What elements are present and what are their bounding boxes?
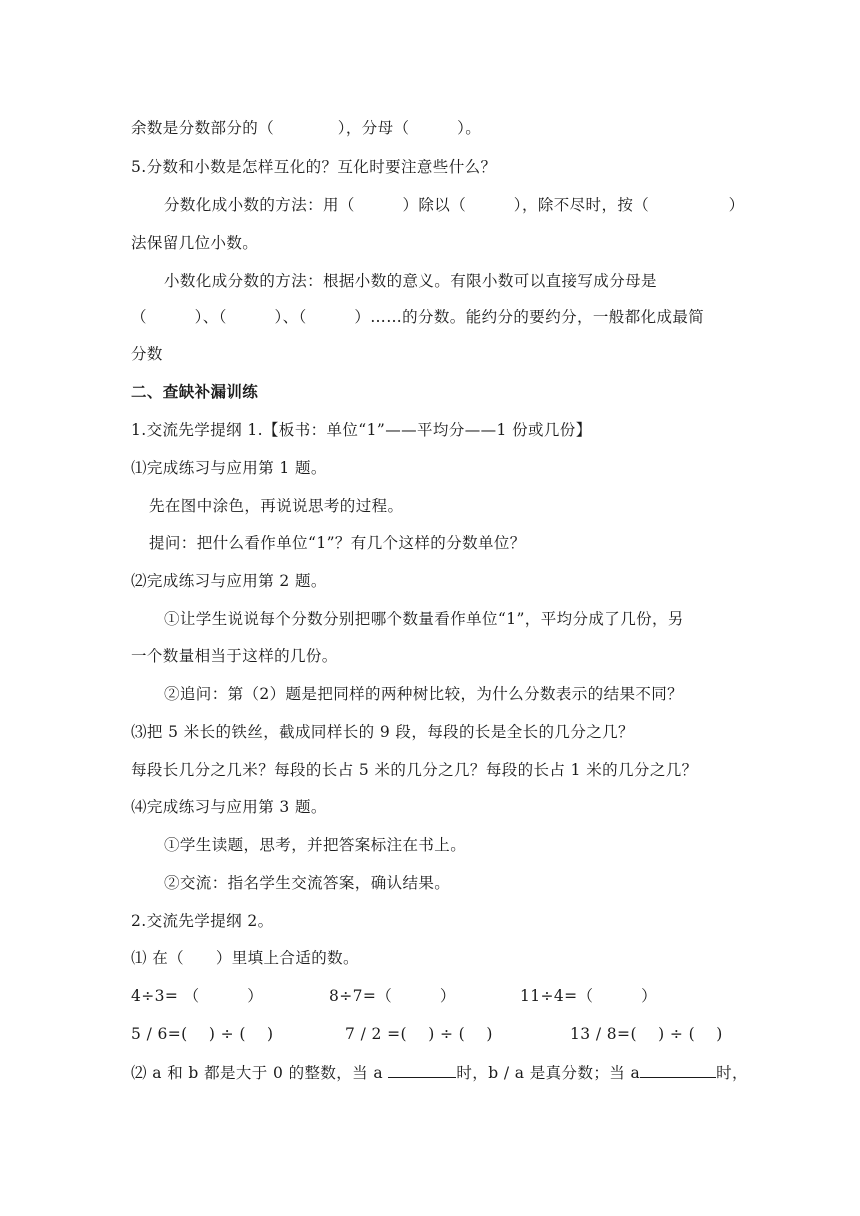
text-line: ②交流：指名学生交流答案，确认结果。: [164, 874, 451, 892]
text-line: ①学生读题，思考，并把答案标注在书上。: [164, 836, 467, 854]
text-line: 余数是分数部分的（ ），分母（ ）。: [131, 119, 482, 137]
section-heading: 二、查缺补漏训练: [131, 383, 259, 401]
question-5: 5.分数和小数是怎样互化的？互化时要注意些什么？: [131, 158, 497, 176]
text-line: ⑴ 在（ ）里填上合适的数。: [131, 949, 359, 967]
text-line: [131, 1062, 748, 1083]
text-line: ②追问：第（2）题是把同样的两种树比较，为什么分数表示的结果不同？: [164, 685, 684, 703]
text-line: 提问：把什么看作单位“1”？有几个这样的分数单位？: [149, 534, 526, 552]
text-part: 时，: [716, 1064, 748, 1082]
text-line: ①让学生说说每个分数分别把哪个数量看作单位“1”，平均分成了几份，另: [164, 610, 684, 628]
text-part: ⑵ a 和 b 都是大于 0 的整数，当 a: [131, 1064, 384, 1082]
text-line: 每段长几分之几米？每段的长占 5 米的几分之几？每段的长占 1 米的几分之几？: [131, 761, 698, 779]
text-line: 法保留几位小数。: [131, 234, 259, 252]
text-line: ⑷完成练习与应用第 3 题。: [131, 798, 327, 816]
division-item: 4÷3= （ ）: [131, 987, 264, 1005]
text-line: ⑴完成练习与应用第 1 题。: [131, 459, 327, 477]
fraction-item: 13 / 8=( ) ÷ ( ): [570, 1025, 723, 1043]
division-item: 8÷7=（ ）: [329, 987, 456, 1005]
text-line: 2.交流先学提纲 2。: [131, 912, 274, 930]
text-line: 分数化成小数的方法：用（ ）除以（ ），除不尽时，按（ ）: [164, 196, 745, 214]
answer-blank: [640, 1062, 716, 1078]
text-line: ⑶把 5 米长的铁丝，截成同样长的 9 段，每段的长是全长的几分之几？: [131, 723, 634, 741]
text-line: （ ）、（ ）、（ ）……的分数。能约分的要约分，一般都化成最简: [131, 308, 705, 326]
text-line: 一个数量相当于这样的几份。: [131, 647, 338, 665]
text-part: 时，b / a 是真分数；当 a: [456, 1064, 641, 1082]
text-line: 分数: [131, 345, 163, 363]
text-line: 先在图中涂色，再说说思考的过程。: [149, 497, 404, 515]
text-line: 小数化成分数的方法：根据小数的意义。有限小数可以直接写成分母是: [164, 272, 657, 290]
fraction-item: 5 / 6=( ) ÷ ( ): [131, 1025, 274, 1043]
fraction-item: 7 / 2 =( ) ÷ ( ): [345, 1025, 493, 1043]
text-line: 1.交流先学提纲 1.【板书：单位“1”——平均分——1 份或几份】: [131, 421, 592, 439]
text-line: ⑵完成练习与应用第 2 题。: [131, 572, 327, 590]
answer-blank: [388, 1062, 456, 1078]
division-item: 11÷4=（ ）: [520, 987, 658, 1005]
